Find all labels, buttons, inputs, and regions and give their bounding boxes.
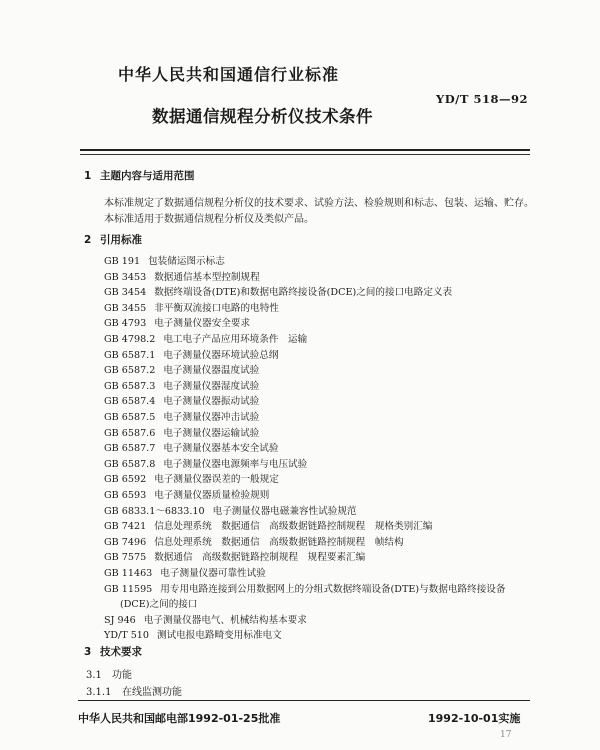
approval-date: 中华人民共和国邮电部1992-01-25批准 [78, 712, 281, 725]
reference-title: 电子测量仪器电磁兼容性试验规范 [212, 505, 357, 517]
reference-title: 电子测量仪器电气、机械结构基本要求 [143, 614, 307, 626]
reference-item [104, 581, 505, 595]
reference-code: GB 3453 [104, 271, 147, 283]
reference-item [104, 456, 307, 470]
reference-item [104, 627, 282, 641]
section-1-heading [84, 168, 195, 183]
reference-item [104, 378, 259, 392]
reference-title: 非平衡双流接口电路的电特性 [154, 302, 279, 314]
reference-code: GB 6587.4 [104, 396, 156, 408]
section-1-para-2: 本标准适用于数据通信规程分析仪及类似产品。 [104, 214, 314, 225]
standard-type-header: 中华人民共和国通信行业标准 [118, 65, 340, 84]
reference-title: 数据通信 高级数据链路控制规程 规程要素汇编 [154, 552, 366, 564]
section-2-heading [84, 232, 142, 247]
reference-item [104, 284, 452, 298]
reference-title: 数据终端设备(DTE)和数据电路终接设备(DCE)之间的接口电路定义表 [154, 287, 453, 299]
reference-code: GB 3455 [104, 302, 147, 314]
reference-code: GB 6587.8 [104, 458, 156, 470]
reference-code: GB 6587.6 [104, 427, 156, 439]
section-3-heading [84, 644, 142, 659]
reference-code: GB 3454 [104, 287, 147, 299]
reference-title: 信息处理系统 数据通信 高级数据链路控制规程 帧结构 [154, 536, 404, 548]
reference-title: 电子测量仪器环境试验总纲 [163, 349, 279, 361]
reference-code: GB 11463 [104, 568, 153, 579]
reference-code: GB 6587.1 [104, 349, 156, 361]
reference-item [104, 347, 278, 361]
reference-title: 测试电报电路畸变用标准电文 [157, 630, 282, 642]
subsection-3-1-1-title: 在线监测功能 [122, 687, 182, 698]
reference-title: 电子测量仪器振动试验 [163, 396, 260, 408]
document-title: 数据通信规程分析仪技术条件 [152, 107, 373, 126]
section-1-title: 主题内容与适用范围 [100, 170, 195, 182]
reference-title: 电子测量仪器质量检验规则 [154, 490, 270, 501]
header-rule-thick [80, 149, 530, 151]
reference-code: GB 7575 [104, 552, 147, 564]
reference-item [104, 534, 404, 548]
reference-code: GB 191 [104, 256, 141, 267]
reference-title: 电工电子产品应用环境条件 运输 [163, 334, 308, 345]
reference-code: GB 6833.1～6833.10 [104, 505, 205, 517]
reference-code: SJ 946 [104, 614, 136, 626]
subsection-3-1-1-number: 3.1.1 [86, 687, 112, 698]
reference-code: GB 4793 [104, 318, 147, 330]
reference-title: 数据通信基本型控制规程 [154, 271, 260, 283]
reference-item [104, 518, 432, 532]
reference-item [104, 315, 250, 329]
reference-item [120, 596, 198, 610]
subsection-3-1-title: 功能 [112, 670, 132, 681]
section-3-title: 技术要求 [100, 646, 142, 658]
header-rule-thin [80, 154, 530, 155]
reference-code: GB 7496 [104, 536, 147, 548]
reference-title: 信息处理系统 数据通信 高级数据链路控制规程 规格类别汇编 [154, 521, 433, 533]
reference-title: 电子测量仪器湿度试验 [163, 380, 260, 392]
reference-item [104, 269, 260, 283]
reference-code: GB 6593 [104, 490, 147, 501]
reference-item [104, 471, 279, 485]
reference-title: 包装储运图示标志 [148, 256, 225, 267]
reference-code: GB 6587.3 [104, 380, 156, 392]
reference-item [104, 487, 269, 501]
reference-code: GB 11595 [104, 583, 153, 595]
reference-code: GB 6587.7 [104, 443, 156, 455]
section-2-number: 2 [84, 234, 92, 246]
reference-title: (DCE)之间的接口 [120, 599, 198, 611]
reference-item [104, 300, 279, 314]
reference-title: 电子测量仪器误差的一般规定 [154, 474, 279, 486]
subsection-3-1-1 [86, 683, 182, 698]
reference-title: 电子测量仪器运输试验 [163, 427, 260, 439]
reference-title: 电子测量仪器冲击试验 [163, 412, 260, 423]
reference-title: 电子测量仪器电源频率与电压试验 [163, 458, 308, 470]
effective-date: 1992-10-01实施 [428, 712, 521, 725]
footer-rule [78, 700, 530, 701]
reference-item [104, 331, 307, 345]
reference-item [104, 393, 259, 407]
reference-item [104, 409, 259, 423]
reference-code: GB 6587.2 [104, 365, 156, 377]
reference-item [104, 565, 266, 579]
reference-item [104, 612, 307, 626]
reference-title: 电子测量仪器基本安全试验 [163, 443, 279, 455]
reference-code: GB 4798.2 [104, 334, 156, 345]
section-1-number: 1 [84, 170, 92, 182]
reference-code: GB 6587.5 [104, 412, 156, 423]
reference-item [104, 362, 259, 376]
section-2-title: 引用标准 [100, 234, 142, 246]
reference-code: GB 7421 [104, 521, 147, 533]
reference-title: 电子测量仪器可靠性试验 [160, 568, 266, 579]
reference-title: 电子测量仪器安全要求 [154, 318, 251, 330]
reference-item [104, 253, 225, 267]
document-code: YD/T 518—92 [436, 92, 528, 106]
reference-item [104, 425, 259, 439]
reference-title: 用专用电路连接到公用数据网上的分组式数据终端设备(DTE)与数据电路终接设备 [160, 583, 506, 595]
subsection-3-1 [86, 666, 132, 681]
reference-code: YD/T 510 [104, 630, 150, 642]
section-1-para-1: 本标准规定了数据通信规程分析仪的技术要求、试验方法、检验规则和标志、包装、运输、贮存。 [104, 198, 534, 209]
reference-item [104, 549, 365, 563]
reference-item [104, 440, 278, 454]
reference-item [104, 503, 357, 517]
page-number: 17 [500, 730, 512, 740]
reference-title: 电子测量仪器温度试验 [163, 365, 260, 377]
reference-code: GB 6592 [104, 474, 147, 486]
subsection-3-1-number: 3.1 [86, 670, 102, 681]
section-3-number: 3 [84, 646, 92, 658]
